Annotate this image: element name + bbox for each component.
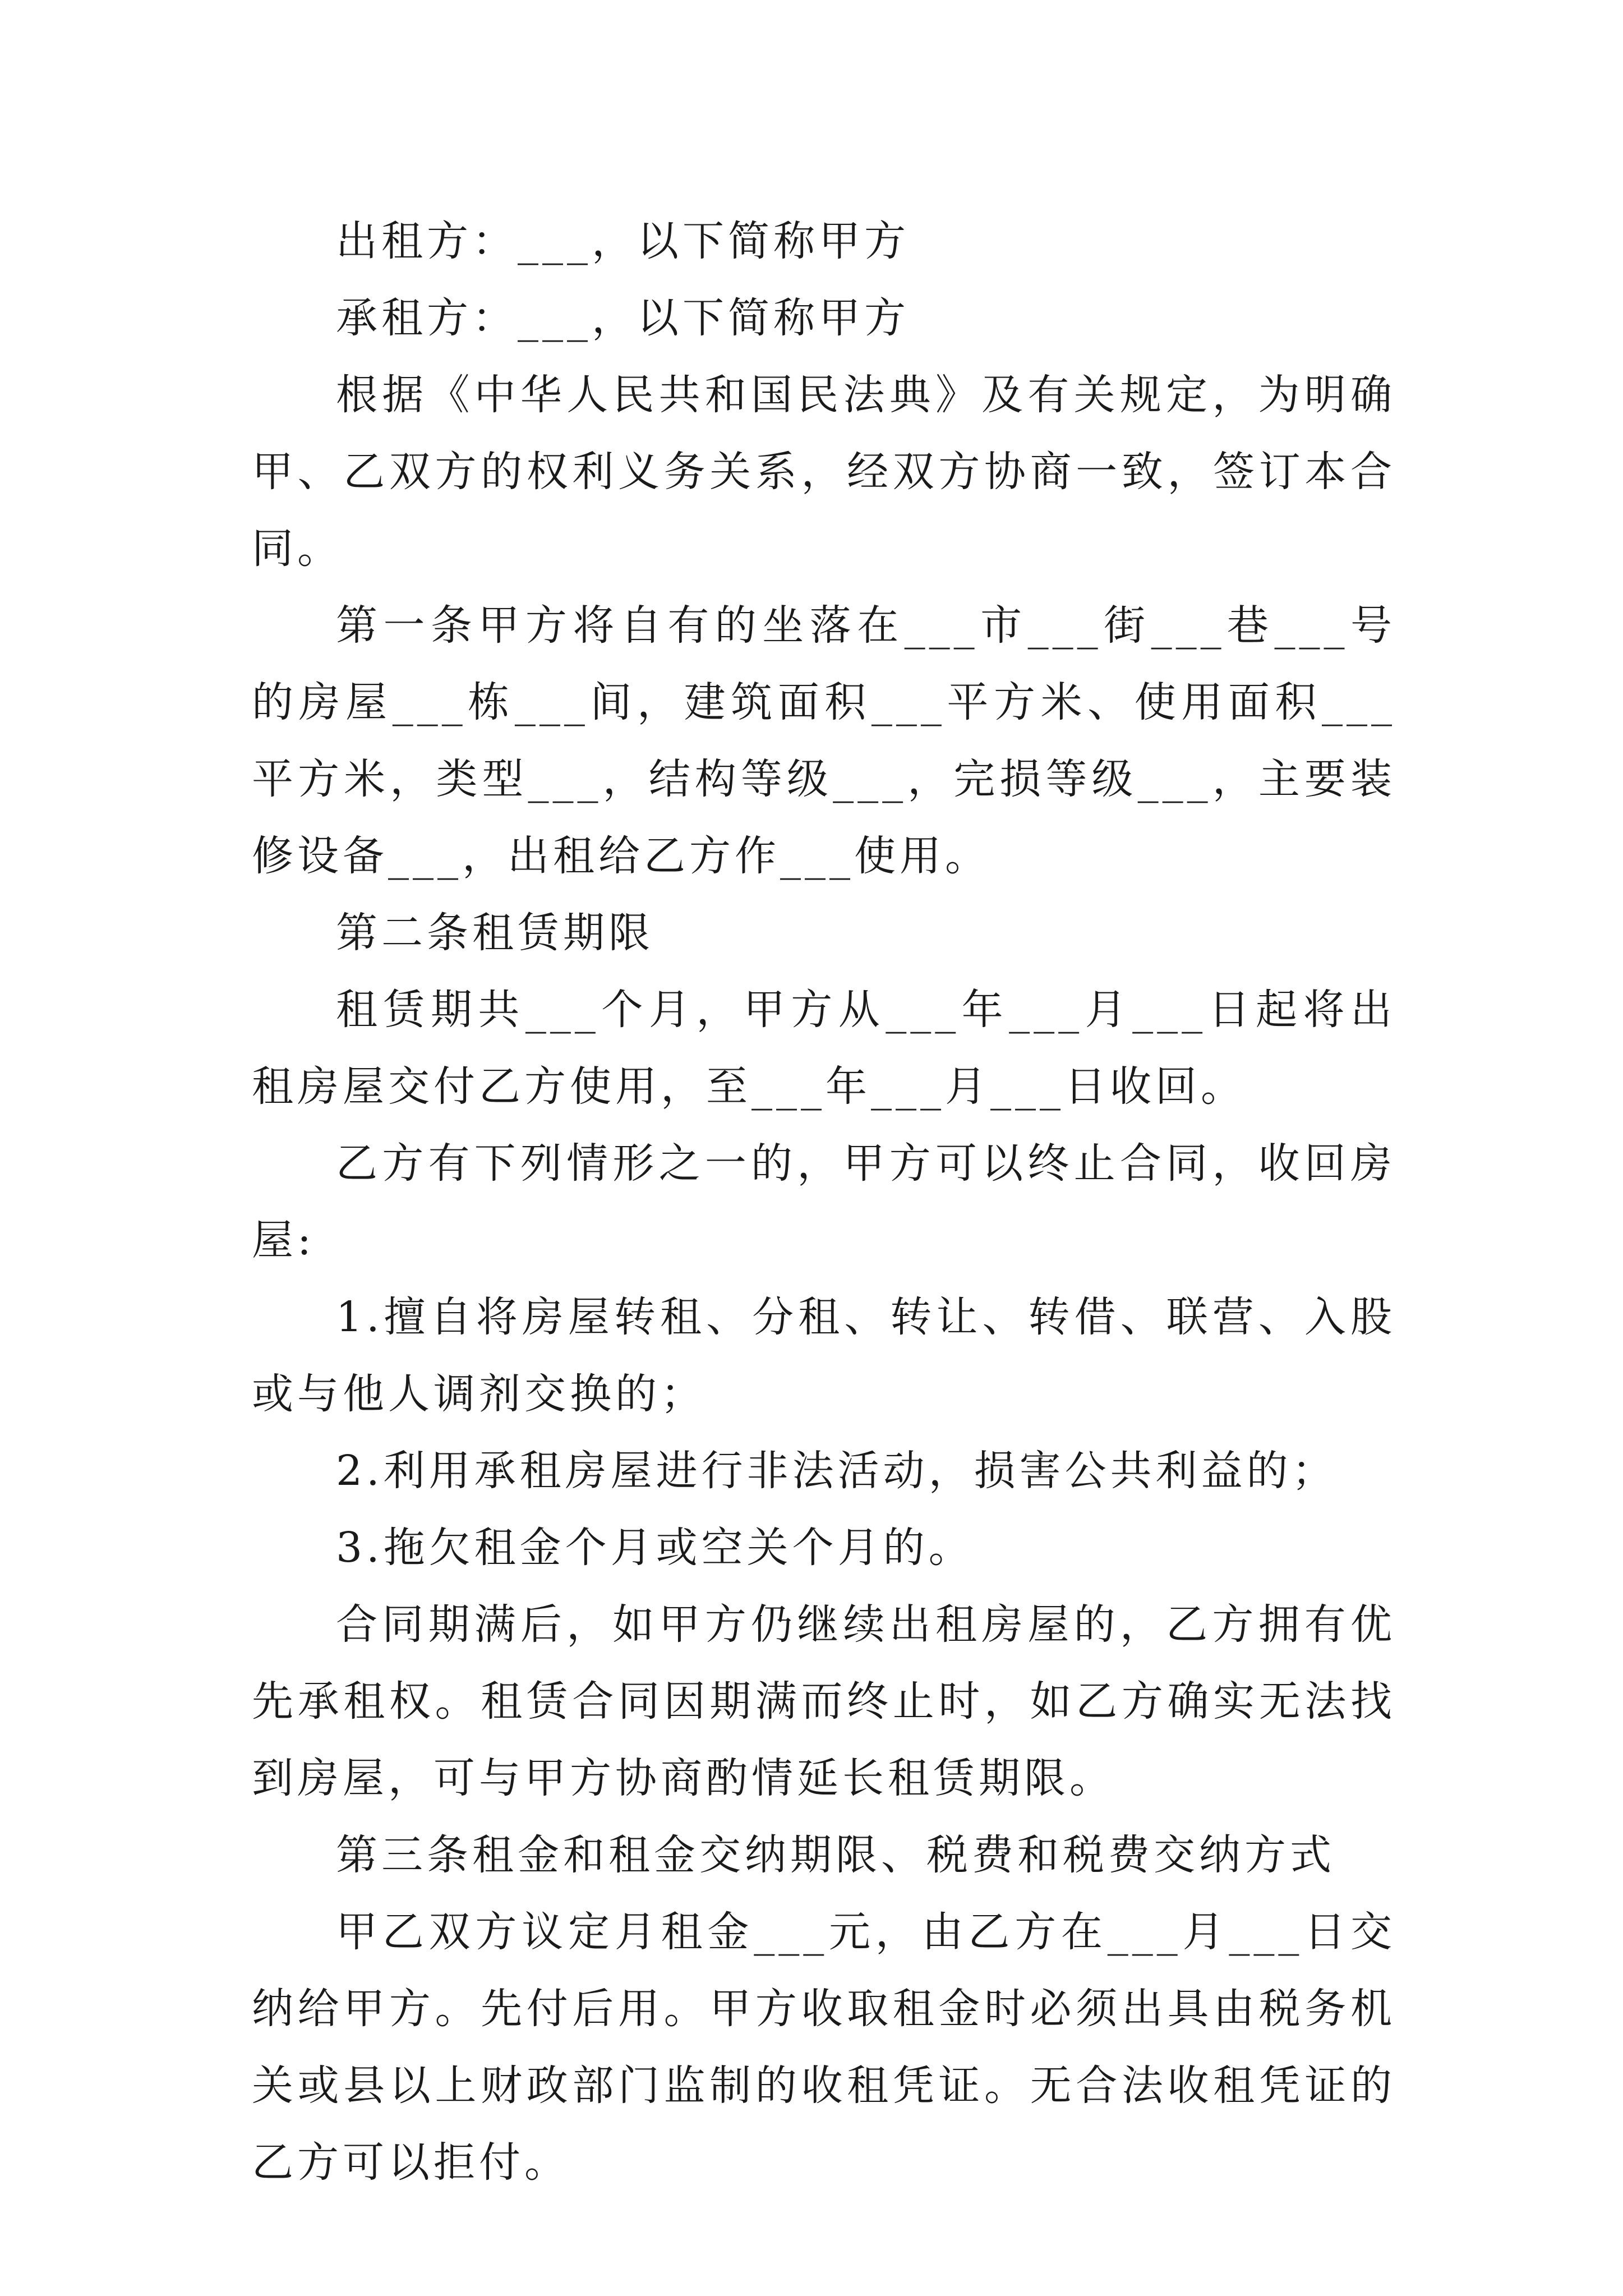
termination-item-1: 1.擅自将房屋转租、分租、转让、转借、联营、入股或与他人调剂交换的； <box>252 1293 1396 1418</box>
renewal-paragraph: 合同期满后，如甲方仍继续出租房屋的，乙方拥有优先承租权。租赁合同因期满而终止时，如乙方确实无法找到房屋，可与甲方协商酌情延长租赁期限。 <box>252 1600 1396 1802</box>
termination-item-2: 2.利用承租房屋进行非法活动，损害公共利益的； <box>336 1447 1338 1495</box>
article-2-heading: 第二条租赁期限 <box>336 909 654 957</box>
article-3-heading: 第三条租金和租金交纳期限、税费和税费交纳方式 <box>336 1831 1335 1879</box>
lessor-line: 出租方：___，以下简称甲方 <box>336 217 910 265</box>
rent-payment-paragraph: 甲乙双方议定月租金___元，由乙方在___月___日交纳给甲方。先付后用。甲方收取租金时必须出具由税务机关或县以上财政部门监制的收租凭证。无合法收租凭证的乙方可以拒付。 <box>252 1908 1396 2187</box>
lessee-line: 承租方：___，以下简称甲方 <box>336 294 910 342</box>
preamble-paragraph: 根据《中华人民共和国民法典》及有关规定，为明确甲、乙双方的权利义务关系，经双方协商一致，签订本合同。 <box>252 371 1396 573</box>
termination-intro-paragraph: 乙方有下列情形之一的，甲方可以终止合同，收回房屋: <box>252 1139 1396 1264</box>
lease-term-paragraph: 租赁期共___个月，甲方从___年___月___日起将出租房屋交付乙方使用，至___年___月___日收回。 <box>252 986 1396 1111</box>
article-1-paragraph: 第一条甲方将自有的坐落在___市___街___巷___号的房屋___栋___间，建筑面积___平方米、使用面积___平方米，类型___，结构等级___，完损等级___，主要装修设备___，出租给乙方作___使用。 <box>252 601 1396 880</box>
document-body <box>252 203 1396 2201</box>
termination-item-3: 3.拖欠租金个月或空关个月的。 <box>336 1524 974 1572</box>
